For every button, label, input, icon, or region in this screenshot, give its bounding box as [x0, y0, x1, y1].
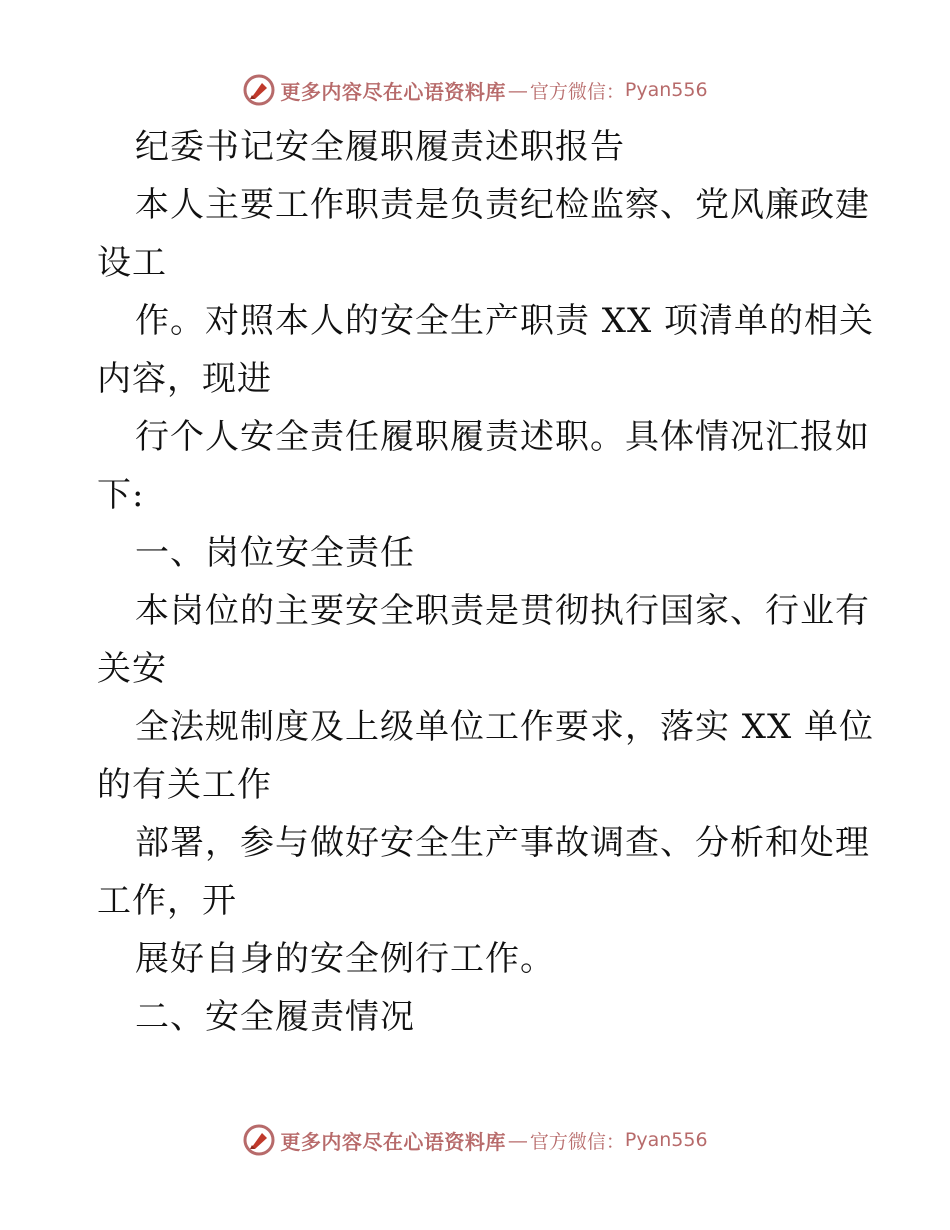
section-heading: 一、岗位安全责任 — [135, 533, 415, 573]
section-heading: 二、安全履责情况 — [135, 997, 415, 1037]
watermark-wechat-id: Pyan556 — [624, 1129, 708, 1151]
paragraph-line: 内容，现进 — [97, 359, 272, 399]
paragraph-line: 展好自身的安全例行工作。 — [135, 939, 555, 979]
watermark-wechat-id: Pyan556 — [624, 79, 708, 101]
paragraph-line: 行个人安全责任履职履责述职。具体情况汇报如 — [135, 417, 870, 457]
paragraph-line: 作。对照本人的安全生产职责 XX 项清单的相关 — [135, 301, 875, 341]
watermark-separator: — — [507, 78, 528, 102]
watermark-text: 更多内容尽在心语资料库 — [280, 1129, 506, 1154]
header-watermark — [0, 70, 950, 110]
pen-nib-logo-icon — [242, 1123, 276, 1157]
paragraph-line: 设工 — [97, 243, 167, 283]
watermark-wechat-label: 官方微信： — [529, 80, 625, 103]
pen-nib-logo-icon — [242, 73, 276, 107]
watermark-wechat-label: 官方微信： — [529, 1130, 625, 1153]
paragraph-line: 工作，开 — [97, 881, 237, 921]
paragraph-line: 部署，参与做好安全生产事故调查、分析和处理 — [135, 823, 870, 863]
paragraph-line: 全法规制度及上级单位工作要求，落实 XX 单位 — [135, 707, 875, 747]
paragraph-line: 本岗位的主要安全职责是贯彻执行国家、行业有 — [135, 591, 870, 631]
paragraph-line: 本人主要工作职责是负责纪检监察、党风廉政建 — [135, 185, 870, 225]
paragraph-line: 关安 — [97, 649, 167, 689]
watermark-text: 更多内容尽在心语资料库 — [280, 79, 506, 104]
watermark-separator: — — [507, 1128, 528, 1152]
footer-watermark — [0, 1120, 950, 1160]
paragraph-line: 下: — [97, 475, 145, 515]
document-title: 纪委书记安全履职履责述职报告 — [135, 127, 625, 167]
paragraph-line: 的有关工作 — [97, 765, 272, 805]
